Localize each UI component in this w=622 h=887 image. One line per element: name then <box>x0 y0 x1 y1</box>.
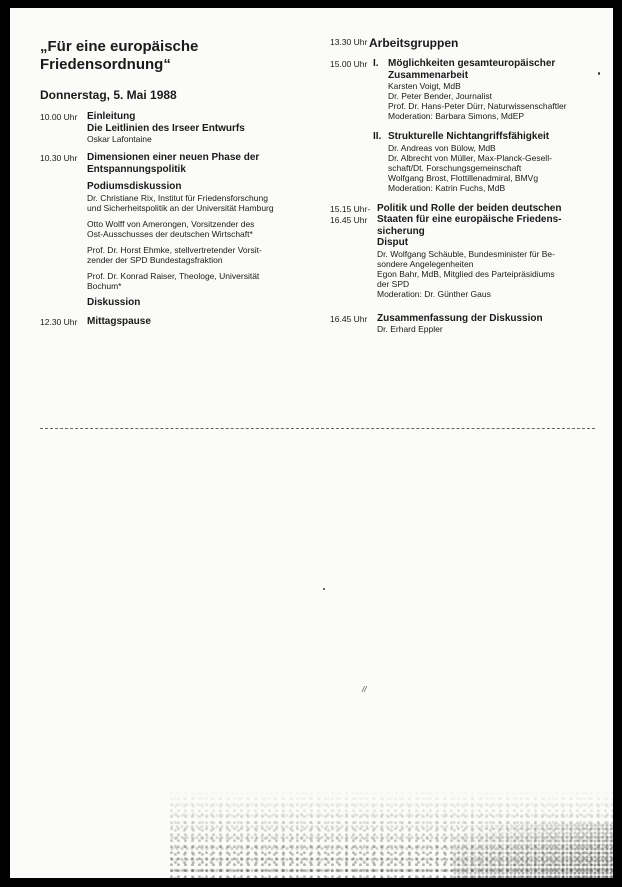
program-entry <box>330 203 592 299</box>
program-entry <box>40 316 305 328</box>
entry-time: 12.30 Uhr <box>40 317 78 327</box>
program-detail-line: und Sicherheitspolitik an der Universität Hamburg <box>87 202 274 213</box>
document-title <box>40 38 305 74</box>
program-detail-line: Dr. Wolfgang Schäuble, Bundesminister für Be- <box>377 248 555 259</box>
program-heading-line: Disput <box>377 237 409 248</box>
stray-mark <box>598 72 600 75</box>
entry-time: 13.30 Uhr <box>330 37 368 47</box>
program-heading-line: Staaten für eine europäische Friedens- <box>377 214 562 225</box>
workshop-groups <box>373 58 592 193</box>
program-heading-line: sicherung <box>377 225 425 237</box>
program-detail-line: Karsten Voigt, MdB <box>388 81 461 91</box>
program-heading-line: Diskussion <box>87 296 141 308</box>
workshop-session <box>330 58 592 193</box>
stray-mark <box>323 588 325 590</box>
program-heading-line: Möglichkeiten gesamteuropäischer <box>388 58 556 69</box>
entry-time: 10.00 Uhr <box>40 112 78 122</box>
group-number: I. <box>373 58 379 69</box>
program-detail-line: Wolfgang Brost, Flottillenadmiral, BMVg <box>388 172 539 183</box>
group-number: II. <box>373 131 382 142</box>
left-program <box>40 111 305 328</box>
left-column <box>40 38 305 335</box>
entry-end-time: 16.45 Uhr <box>330 214 368 225</box>
program-heading-line: Die Leitlinien des Irseer Entwurfs <box>87 122 245 134</box>
program-detail-line: Ost-Ausschusses der deutschen Wirtschaft* <box>87 228 253 239</box>
program-entry <box>40 152 305 308</box>
program-heading-line: Mittagspause <box>87 316 151 327</box>
program-heading-line: Entspannungspolitik <box>87 163 186 175</box>
program-detail-line: Prof. Dr. Konrad Raiser, Theologe, Universität <box>87 270 260 281</box>
program-heading-line: Dimensionen einer neuen Phase der <box>87 152 260 163</box>
program-detail-line: der SPD <box>377 278 410 289</box>
program-detail-line: Prof. Dr. Hans-Peter Dürr, Naturwissenschaftler <box>388 101 567 111</box>
program-detail-line: Bochum* <box>87 280 122 291</box>
program-entry <box>330 313 592 335</box>
workshop-group <box>373 131 592 193</box>
program-heading-line: Podiumsdiskussion <box>87 181 182 192</box>
program-detail-line: Dr. Andreas von Bülow, MdB <box>388 142 496 153</box>
program-detail-line: zender der SPD Bundestagsfraktion <box>87 254 223 265</box>
right-column <box>330 34 592 341</box>
workshop-heading: Arbeitsgruppen <box>369 36 459 50</box>
program-detail-line: sondere Angelegenheiten <box>377 258 474 269</box>
event-date: Donnerstag, 5. Mai 1988 <box>40 88 177 102</box>
program-detail-line: Dr. Christiane Rix, Institut für Friedensforschung <box>87 192 268 203</box>
document-page <box>10 8 613 878</box>
stray-handwriting: // <box>362 685 367 694</box>
program-detail-line: schaft/Dt. Forschungsgemeinschaft <box>388 162 522 173</box>
title-line-2: Friedensordnung“ <box>40 56 171 73</box>
program-detail-line: Prof. Dr. Horst Ehmke, stellvertretender Vorsit- <box>87 244 262 255</box>
entry-time: 15.00 Uhr <box>330 59 368 69</box>
program-detail-line: Moderation: Katrin Fuchs, MdB <box>388 182 506 193</box>
program-detail-line: Otto Wolff von Amerongen, Vorsitzender des <box>87 218 255 229</box>
program-heading-line: Einleitung <box>87 111 136 122</box>
entry-time: 15.15 Uhr- <box>330 203 371 214</box>
program-detail-line: Moderation: Dr. Günther Gaus <box>377 288 491 299</box>
program-heading-line: Strukturelle Nichtangriffsfähigkeit <box>388 131 550 142</box>
workshop-group <box>373 58 592 121</box>
program-detail-line: Dr. Erhard Eppler <box>377 324 443 334</box>
workshop-heading-entry <box>330 34 592 52</box>
entry-time: 10.30 Uhr <box>40 153 78 163</box>
separator-line <box>40 428 595 429</box>
program-detail-line: Oskar Lafontaine <box>87 134 152 144</box>
entry-time: 16.45 Uhr <box>330 313 368 324</box>
program-heading-line: Zusammenarbeit <box>388 69 469 81</box>
program-entry <box>40 111 305 144</box>
program-detail-line: Egon Bahr, MdB, Mitglied des Parteipräsidiums <box>377 268 555 279</box>
title-line-1: „Für eine europäische <box>40 38 199 55</box>
afternoon-program <box>330 203 592 335</box>
program-detail-line: Dr. Peter Bender, Journalist <box>388 91 492 101</box>
program-heading-line: Politik und Rolle der beiden deutschen <box>377 202 562 214</box>
program-detail-line: Moderation: Barbara Simons, MdEP <box>388 111 525 121</box>
scan-noise-dark <box>453 823 613 878</box>
program-detail-line: Dr. Albrecht von Müller, Max-Planck-Gesell- <box>388 152 552 163</box>
program-heading-line: Zusammenfassung der Diskussion <box>377 312 543 324</box>
